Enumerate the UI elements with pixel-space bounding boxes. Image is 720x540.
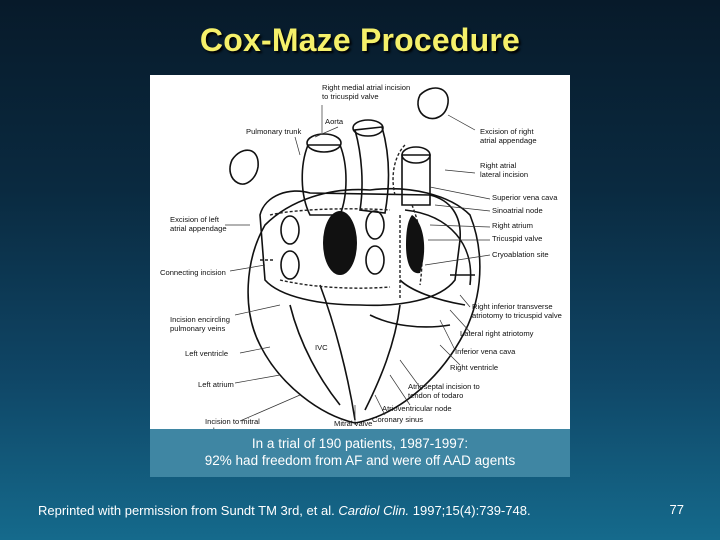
right-atrium-opening xyxy=(406,215,424,273)
caption-box xyxy=(150,429,570,477)
citation xyxy=(38,503,531,518)
trial-caption: In a trial of 190 patients, 1987-1997: 92% had freedom from AF and were off AAD agents xyxy=(204,436,516,468)
label-right-atrium: Right atrium xyxy=(492,221,533,230)
label-right-atrial-lateral-incision: Right atrial lateral incision xyxy=(480,161,529,179)
left-atrial-appendage-shape xyxy=(230,150,258,184)
label-excision-left-atrial-appendage: Excision of left atrial appendage xyxy=(170,215,227,233)
label-atrioventricular-node: Atrioventricular node xyxy=(382,404,452,413)
right-atrial-appendage-shape xyxy=(418,88,448,118)
label-aorta: Aorta xyxy=(325,117,344,126)
label-incision-encircling-pulmonary-veins: Incision encircling pulmonary veins xyxy=(170,315,230,333)
label-sinoatrial-node: Sinoatrial node xyxy=(492,206,543,215)
label-left-ventricle: Left ventricle xyxy=(185,349,229,358)
aorta-shape xyxy=(302,145,346,215)
label-connecting-incision: Connecting incision xyxy=(160,268,226,277)
label-superior-vena-cava: Superior vena cava xyxy=(492,193,558,202)
pulmonary-trunk-shape xyxy=(355,127,388,213)
citation-details: 1997;15(4):739-748. xyxy=(409,503,531,518)
left-atrium-opening xyxy=(323,211,357,275)
heart-diagram-figure xyxy=(150,75,570,477)
label-excision-right-atrial-appendage: Excision of right atrial appendage xyxy=(480,127,537,145)
label-right-medial-atrial-incision: Right medial atrial incision to tricuspid valve xyxy=(322,83,411,101)
label-right-ventricle: Right ventricle xyxy=(450,363,499,372)
label-coronary-sinus: Coronary sinus xyxy=(372,415,424,424)
label-tricuspid-valve: Tricuspid valve xyxy=(492,234,543,243)
label-left-atrium: Left atrium xyxy=(198,380,234,389)
label-ivc: IVC xyxy=(315,343,328,352)
label-inferior-vena-cava: Inferior vena cava xyxy=(455,347,516,356)
citation-text: Reprinted with permission from Sundt TM 3rd, et al. xyxy=(38,503,339,518)
label-atrioseptal-incision: Atrioseptal incision to tendon of todaro xyxy=(408,382,480,400)
label-cryoablation-site: Cryoablation site xyxy=(492,250,549,259)
page-number: 77 xyxy=(669,502,684,517)
label-mitral-valve: Mitral valve xyxy=(334,419,373,428)
label-pulmonary-trunk: Pulmonary trunk xyxy=(246,127,302,136)
label-lateral-right-atriotomy: Lateral right atriotomy xyxy=(460,329,534,338)
citation-journal: Cardiol Clin. xyxy=(338,503,410,518)
label-right-inferior-transverse-atriotomy: Right inferior transverse atriotomy to tricuspid valve xyxy=(472,302,562,320)
label-incision-to-mitral-valve: Incision to mitral xyxy=(205,417,260,426)
slide-title: Cox-Maze Procedure xyxy=(199,22,521,58)
